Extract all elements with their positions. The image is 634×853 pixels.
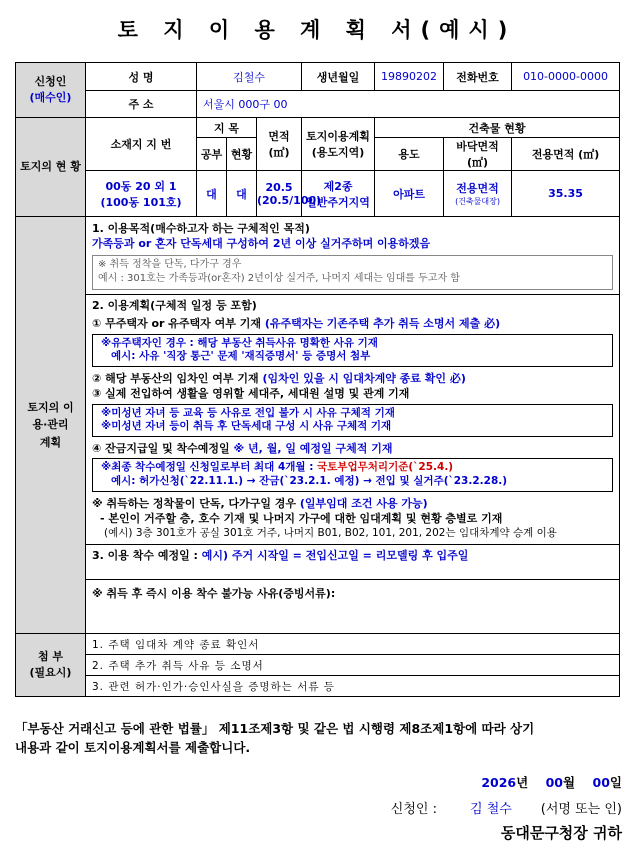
item4-box: [92, 458, 613, 491]
item3-box-line1: ※미성년 자녀 등 교육 등 사유로 전입 불가 시 사유 구체적 기재: [101, 406, 395, 419]
date-month-unit: 월: [563, 775, 576, 790]
plan-sub: 일반주거지역: [306, 195, 370, 209]
item1-box-line2: 예시: 사유 '직장 통근' 문제 '재직증명서' 등 증명서 첨부: [111, 350, 371, 363]
attachments-label: 첨 부: [37, 650, 64, 664]
location-value: [86, 171, 197, 217]
applicant-sublabel: (매수인): [29, 91, 72, 104]
submission-date: [481, 773, 622, 791]
item1-note: (유주택자는 기존주택 추가 취득 소명서 제출 必): [264, 317, 501, 331]
date-day-unit: 일: [609, 775, 622, 790]
applicant-header: [16, 63, 86, 118]
phone-value: 010-0000-0000: [512, 63, 620, 91]
plan-value: [302, 171, 375, 217]
item5-line2: (예시) 3층 301호가 공실 301호 거주, 나머지 B01, B02, 101, 201, 202는 임대차계약 승계 이용: [104, 527, 557, 540]
section3: [92, 548, 613, 563]
date-day: 00: [592, 775, 610, 790]
item3-box: [92, 404, 613, 437]
col-category: 지 목: [197, 118, 257, 138]
col-official: 공부: [197, 138, 227, 171]
plan-content: [86, 217, 620, 634]
item1: [92, 316, 613, 331]
recipient-office: 동대문구청장 귀하: [500, 824, 622, 842]
official-value: 대: [197, 171, 227, 217]
date-month: 00: [545, 775, 564, 790]
item4-box-line2: 예시: 허가신청(`22.11.1.) → 잔금(`23.2.1. 예정) → 전입 및 실거주(`23.2.28.): [111, 474, 508, 487]
item1-box: [92, 334, 613, 367]
item5-text: ※ 취득하는 정착물이 단독, 다가구일 경우: [92, 496, 297, 510]
col-use: 용도: [375, 138, 444, 171]
birth-value: 19890202: [375, 63, 444, 91]
item5: [92, 496, 613, 511]
actual-value: 대: [227, 171, 257, 217]
section1-note-line1: ※ 취득 정착을 단독, 다가구 경우: [98, 258, 242, 270]
section1-text: 가족등과 or 혼자 단독세대 구성하여 2년 이상 실거주하며 이용하겠음: [92, 237, 431, 251]
birth-label: 생년월일: [302, 63, 375, 91]
section3-title: 3. 이용 착수 예정일 :: [92, 549, 198, 563]
date-year-unit: 년: [516, 775, 529, 790]
section1-title: 1. 이용목적(매수하고자 하는 구체적인 목적): [92, 222, 310, 235]
item2-note: (임차인 있을 시 임대차계약 종료 확인 必): [262, 371, 466, 385]
col-plan: 토지이용계획 (용도지역): [302, 118, 375, 171]
document-title: 토 지 이 용 계 획 서(예시): [117, 18, 517, 42]
signature-note: (서명 또는 인): [540, 802, 622, 817]
col-actual: 현황: [227, 138, 257, 171]
attachment-item: 1. 주택 임대차 계약 종료 확인서: [86, 634, 620, 655]
location-main: 00동 20 외 1: [105, 179, 177, 193]
land-header: 토지의 현 황: [16, 118, 86, 217]
section1-note: [92, 255, 613, 290]
item5-note: (일부임대 조건 사용 가능): [299, 496, 428, 510]
floor-area-value: [444, 171, 512, 217]
applicant-label: 신청인: [34, 75, 67, 89]
col-building: 건축물 현황: [375, 118, 620, 138]
date-year: 2026: [481, 775, 517, 790]
divider: [86, 294, 619, 295]
attachment-item: 3. 관련 허가·인가·승인사실을 증명하는 서류 등: [86, 676, 620, 697]
attachment-item: 2. 주택 추가 취득 사유 등 소명서: [86, 655, 620, 676]
col-area: 면적 (㎡): [257, 118, 302, 171]
signature-label: 신청인 :: [390, 802, 437, 817]
item1-box-line1: ※유주택자인 경우 : 해당 부동산 취득사유 명확한 사유 기재: [101, 336, 378, 349]
phone-label: 전화번호: [444, 63, 512, 91]
area-sub: (20.5/100): [257, 193, 322, 207]
divider: [86, 579, 619, 580]
exclusive-area-value: 35.35: [512, 171, 620, 217]
declaration: [15, 719, 625, 758]
item5-line1: - 본인이 거주할 층, 호수 기재 및 나머지 가구에 대한 임대계획 및 현황 층별로 기재: [100, 511, 503, 525]
declaration-line1: 「부동산 거래신고 등에 관한 법률」 제11조제3항 및 같은 법 시행령 제8조제1항에 따라 상기: [15, 721, 535, 736]
item2: [92, 371, 613, 386]
col-location: 소재지 지 번: [86, 118, 197, 171]
attachments-sublabel: (필요시): [29, 666, 72, 679]
item4-note: ※ 년, 월, 일 예정일 구체적 기재: [233, 441, 393, 455]
item3: ③ 실제 전입하여 생활을 영위할 세대주, 세대원 설명 및 관계 기재: [92, 387, 410, 401]
item3-box-line2: ※미성년 자녀 등이 취득 후 단독세대 구성 시 사유 구체적 기재: [101, 420, 392, 433]
plan-header: [16, 217, 86, 634]
address-label: 주 소: [86, 91, 197, 118]
signature-name: 김 철수: [470, 802, 512, 817]
section1-note-line2: 예시 : 301호는 가족등과(or혼자) 2년이상 실거주, 나머지 세대는 임대를 두고자 함: [98, 273, 460, 285]
name-label: 성 명: [86, 63, 197, 91]
item2-text: ② 해당 부동산의 임차인 여부 기재: [92, 371, 259, 385]
applicant-signature: [391, 798, 622, 817]
divider: [86, 544, 619, 545]
plan-label: 토지의 이용·관리 계획: [27, 400, 74, 449]
section2-title: 2. 이용계획(구체적 일정 등 포함): [92, 298, 257, 312]
attachments-header: [16, 634, 86, 697]
floor-area-sub: (건축물대장): [455, 197, 500, 206]
location-sub: (100동 101호): [100, 195, 182, 209]
area-value: [257, 171, 322, 217]
item4-text: ④ 잔금지급일 및 착수예정일: [92, 441, 230, 455]
use-value: 아파트: [375, 171, 444, 217]
area-main: 20.5: [265, 180, 293, 194]
name-value: 김철수: [197, 63, 302, 91]
item1-text: ① 무주택자 or 유주택자 여부 기재: [92, 317, 261, 331]
plan-main: 제2종: [323, 179, 353, 193]
item4-box-line1-red: 국토부업무처리기준(`25.4.): [317, 461, 454, 474]
col-floor-area: 바닥면적 (㎡): [444, 138, 512, 171]
declaration-line2: 내용과 같이 토지이용계획서를 제출합니다.: [15, 740, 251, 756]
col-exclusive-area: 전용면적 (㎡): [512, 138, 620, 171]
address-value: 서울시 000구 00: [197, 91, 620, 118]
floor-area-main: 전용면적: [456, 182, 499, 195]
item4-box-line1: [101, 461, 604, 475]
item4-box-line1-text: ※최종 착수예정일 신청일로부터 최대 4개월 :: [101, 461, 318, 474]
section4-title: ※ 취득 후 즉시 이용 착수 불가능 사유(증빙서류):: [92, 587, 336, 601]
item4: [92, 441, 613, 456]
land-use-plan-form: [15, 62, 620, 697]
section3-example: 예시) 주거 시작일 = 전입신고일 = 리모델링 후 입주일: [201, 549, 469, 563]
